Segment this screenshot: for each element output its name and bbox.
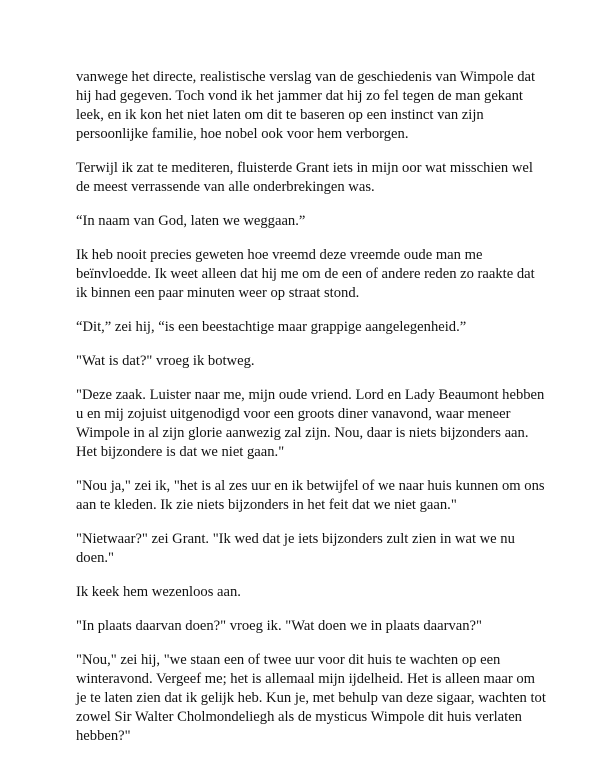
paragraph-4: Ik heb nooit precies geweten hoe vreemd deze vreemde oude man me beïnvloedde. Ik weet alleen dat hij me om de een of andere reden zo raakte dat ik binnen een paar minuten weer op straat stond. (76, 247, 535, 301)
paragraph-8: "Nou ja," zei ik, "het is al zes uur en ik betwijfel of we naar huis kunnen om ons aan te kleden. Ik zie niets bijzonders in het feit dat we niet gaan." (76, 478, 545, 513)
paragraph-11: "In plaats daarvan doen?" vroeg ik. "Wat doen we in plaats daarvan?" (76, 618, 482, 634)
paragraph-1: vanwege het directe, realistische verslag van de geschiedenis van Wimpole dat hij had gegeven. Toch vond ik het jammer dat hij zo fel tegen de man gekant leek, en ik kon het niet laten om dit te baseren op een instinct van zijn persoonlijke familie, hoe nobel ook voor hem verborgen. (76, 69, 536, 142)
paragraph-5: “Dit,” zei hij, “is een beestachtige maar grappige aangelegenheid.” (76, 319, 467, 335)
paragraph-9: "Nietwaar?" zei Grant. "Ik wed dat je iets bijzonders zult zien in wat we nu doen." (76, 531, 515, 566)
paragraph-2: Terwijl ik zat te mediteren, fluisterde Grant iets in mijn oor wat misschien wel de meest verrassende van alle onderbrekingen was. (76, 160, 533, 195)
paragraph-6: "Wat is dat?" vroeg ik botweg. (76, 353, 255, 369)
paragraph-12: "Nou," zei hij, "we staan een of twee uur voor dit huis te wachten op een winteravond. Vergeef me; het is allemaal mijn ijdelheid. Het is alleen maar om je te laten zien dat ik gelijk heb. Kun je, met behulp van deze sigaar, wachten tot zowel Sir Walter Cholmondeliegh als de mysticus Wimpole dit huis verlaten hebben?" (76, 652, 546, 744)
paragraph-7: "Deze zaak. Luister naar me, mijn oude vriend. Lord en Lady Beaumont hebben u en mij zojuist uitgenodigd voor een groots diner vanavond, waar meneer Wimpole in al zijn glorie aanwezig zal zijn. Nou, daar is niets bijzonders aan. Het bijzondere is dat we niet gaan." (76, 387, 545, 460)
paragraph-10: Ik keek hem wezenloos aan. (76, 584, 241, 600)
paragraph-3: “In naam van God, laten we weggaan.” (76, 213, 306, 229)
document-page (76, 68, 546, 761)
